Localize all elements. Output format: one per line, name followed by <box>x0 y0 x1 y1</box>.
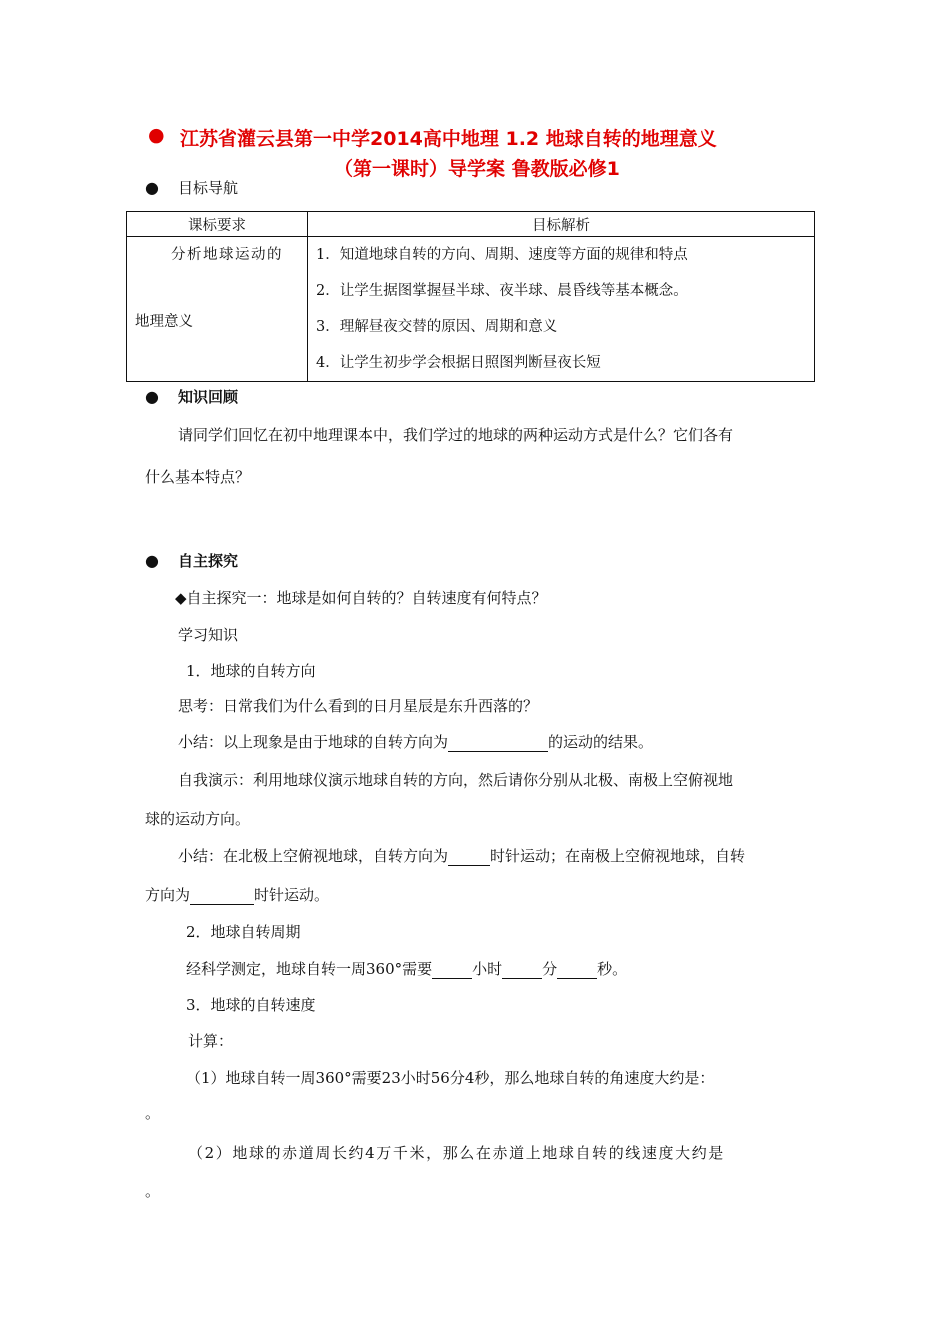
goals-table-requirement-cell <box>127 237 308 382</box>
explore-topic-1: ◆自主探究一：地球是如何自转的？自转速度有何特点？ <box>175 589 547 607</box>
goal-item: 2．让学生据图掌握昼半球、夜半球、晨昏线等基本概念。 <box>316 283 688 299</box>
measurement-text-a: 经科学测定，地球自转一周360°需要 <box>186 960 433 978</box>
calc-question-1: （1）地球自转一周360°需要23小时56分4秒，那么地球自转的角速度大约是： <box>186 1069 715 1087</box>
calc-question-2: （2）地球的赤道周长约4万千米，那么在赤道上地球自转的线速度大约是 <box>188 1144 725 1162</box>
fill-blank[interactable] <box>432 962 472 979</box>
document-title-line1: 江苏省灌云县第一中学2014高中地理 1.2 地球自转的地理意义 <box>180 128 717 150</box>
goals-table <box>126 211 815 382</box>
calc-answer-1-end: 。 <box>145 1104 161 1122</box>
section-heading-explore: 自主探究 <box>178 552 239 570</box>
item-rotation-period: 2．地球自转周期 <box>186 923 301 941</box>
summary-2-text-a: 小结：在北极上空俯视地球，自转方向为 <box>178 847 449 865</box>
item-rotation-direction: 1．地球的自转方向 <box>186 662 316 680</box>
measurement-text-c: 分 <box>542 960 558 978</box>
review-question-line1: 请同学们回忆在初中地理课本中，我们学过的地球的两种运动方式是什么？它们各有 <box>178 426 734 444</box>
requirement-line1: 分析地球运动的 <box>171 247 283 263</box>
demo-line2: 球的运动方向。 <box>145 810 251 828</box>
measurement-line <box>186 958 627 979</box>
fill-blank[interactable] <box>557 962 597 979</box>
goal-item: 4．让学生初步学会根据日照图判断昼夜长短 <box>316 355 601 371</box>
fill-blank[interactable] <box>502 962 542 979</box>
fill-blank[interactable] <box>448 735 548 752</box>
section-bullet-explore: ● <box>145 551 159 570</box>
summary-2-text-d: 时针运动。 <box>254 886 330 904</box>
measurement-text-d: 秒。 <box>597 960 628 978</box>
section-heading-goals: 目标导航 <box>178 179 239 197</box>
section-bullet-review: ● <box>145 387 159 406</box>
summary-2-text-b: 时针运动；在南极上空俯视地球，自转 <box>490 847 746 865</box>
fill-blank[interactable] <box>448 849 490 866</box>
summary-1 <box>178 731 653 752</box>
calc-label: 计算： <box>188 1032 234 1050</box>
demo-line1: 自我演示：利用地球仪演示地球自转的方向，然后请你分别从北极、南极上空俯视地 <box>178 771 734 789</box>
think-question: 思考：日常我们为什么看到的日月星辰是东升西落的？ <box>178 697 539 715</box>
measurement-text-b: 小时 <box>472 960 503 978</box>
item-rotation-speed: 3．地球的自转速度 <box>186 996 316 1014</box>
calc-answer-2-end: 。 <box>145 1182 161 1200</box>
goals-table-header-requirement: 课标要求 <box>127 212 308 237</box>
review-question-line2: 什么基本特点？ <box>145 468 251 486</box>
summary-2-line2 <box>145 884 329 905</box>
goals-table-analysis-cell <box>308 237 815 382</box>
goal-item: 1．知道地球自转的方向、周期、速度等方面的规律和特点 <box>316 247 688 263</box>
fill-blank[interactable] <box>190 888 254 905</box>
summary-1-text-b: 的运动的结果。 <box>548 733 654 751</box>
title-bullet: ● <box>148 124 165 146</box>
goals-table-header-analysis: 目标解析 <box>308 212 815 237</box>
document-title-line2: （第一课时）导学案 鲁教版必修1 <box>334 158 620 180</box>
goal-item: 3．理解昼夜交替的原因、周期和意义 <box>316 319 558 335</box>
study-label: 学习知识 <box>178 626 239 644</box>
requirement-line2: 地理意义 <box>135 314 193 330</box>
summary-1-text-a: 小结：以上现象是由于地球的自转方向为 <box>178 733 449 751</box>
section-heading-review: 知识回顾 <box>178 388 239 406</box>
section-bullet-goals: ● <box>145 178 159 197</box>
summary-2 <box>178 845 745 866</box>
summary-2-text-c: 方向为 <box>145 886 191 904</box>
